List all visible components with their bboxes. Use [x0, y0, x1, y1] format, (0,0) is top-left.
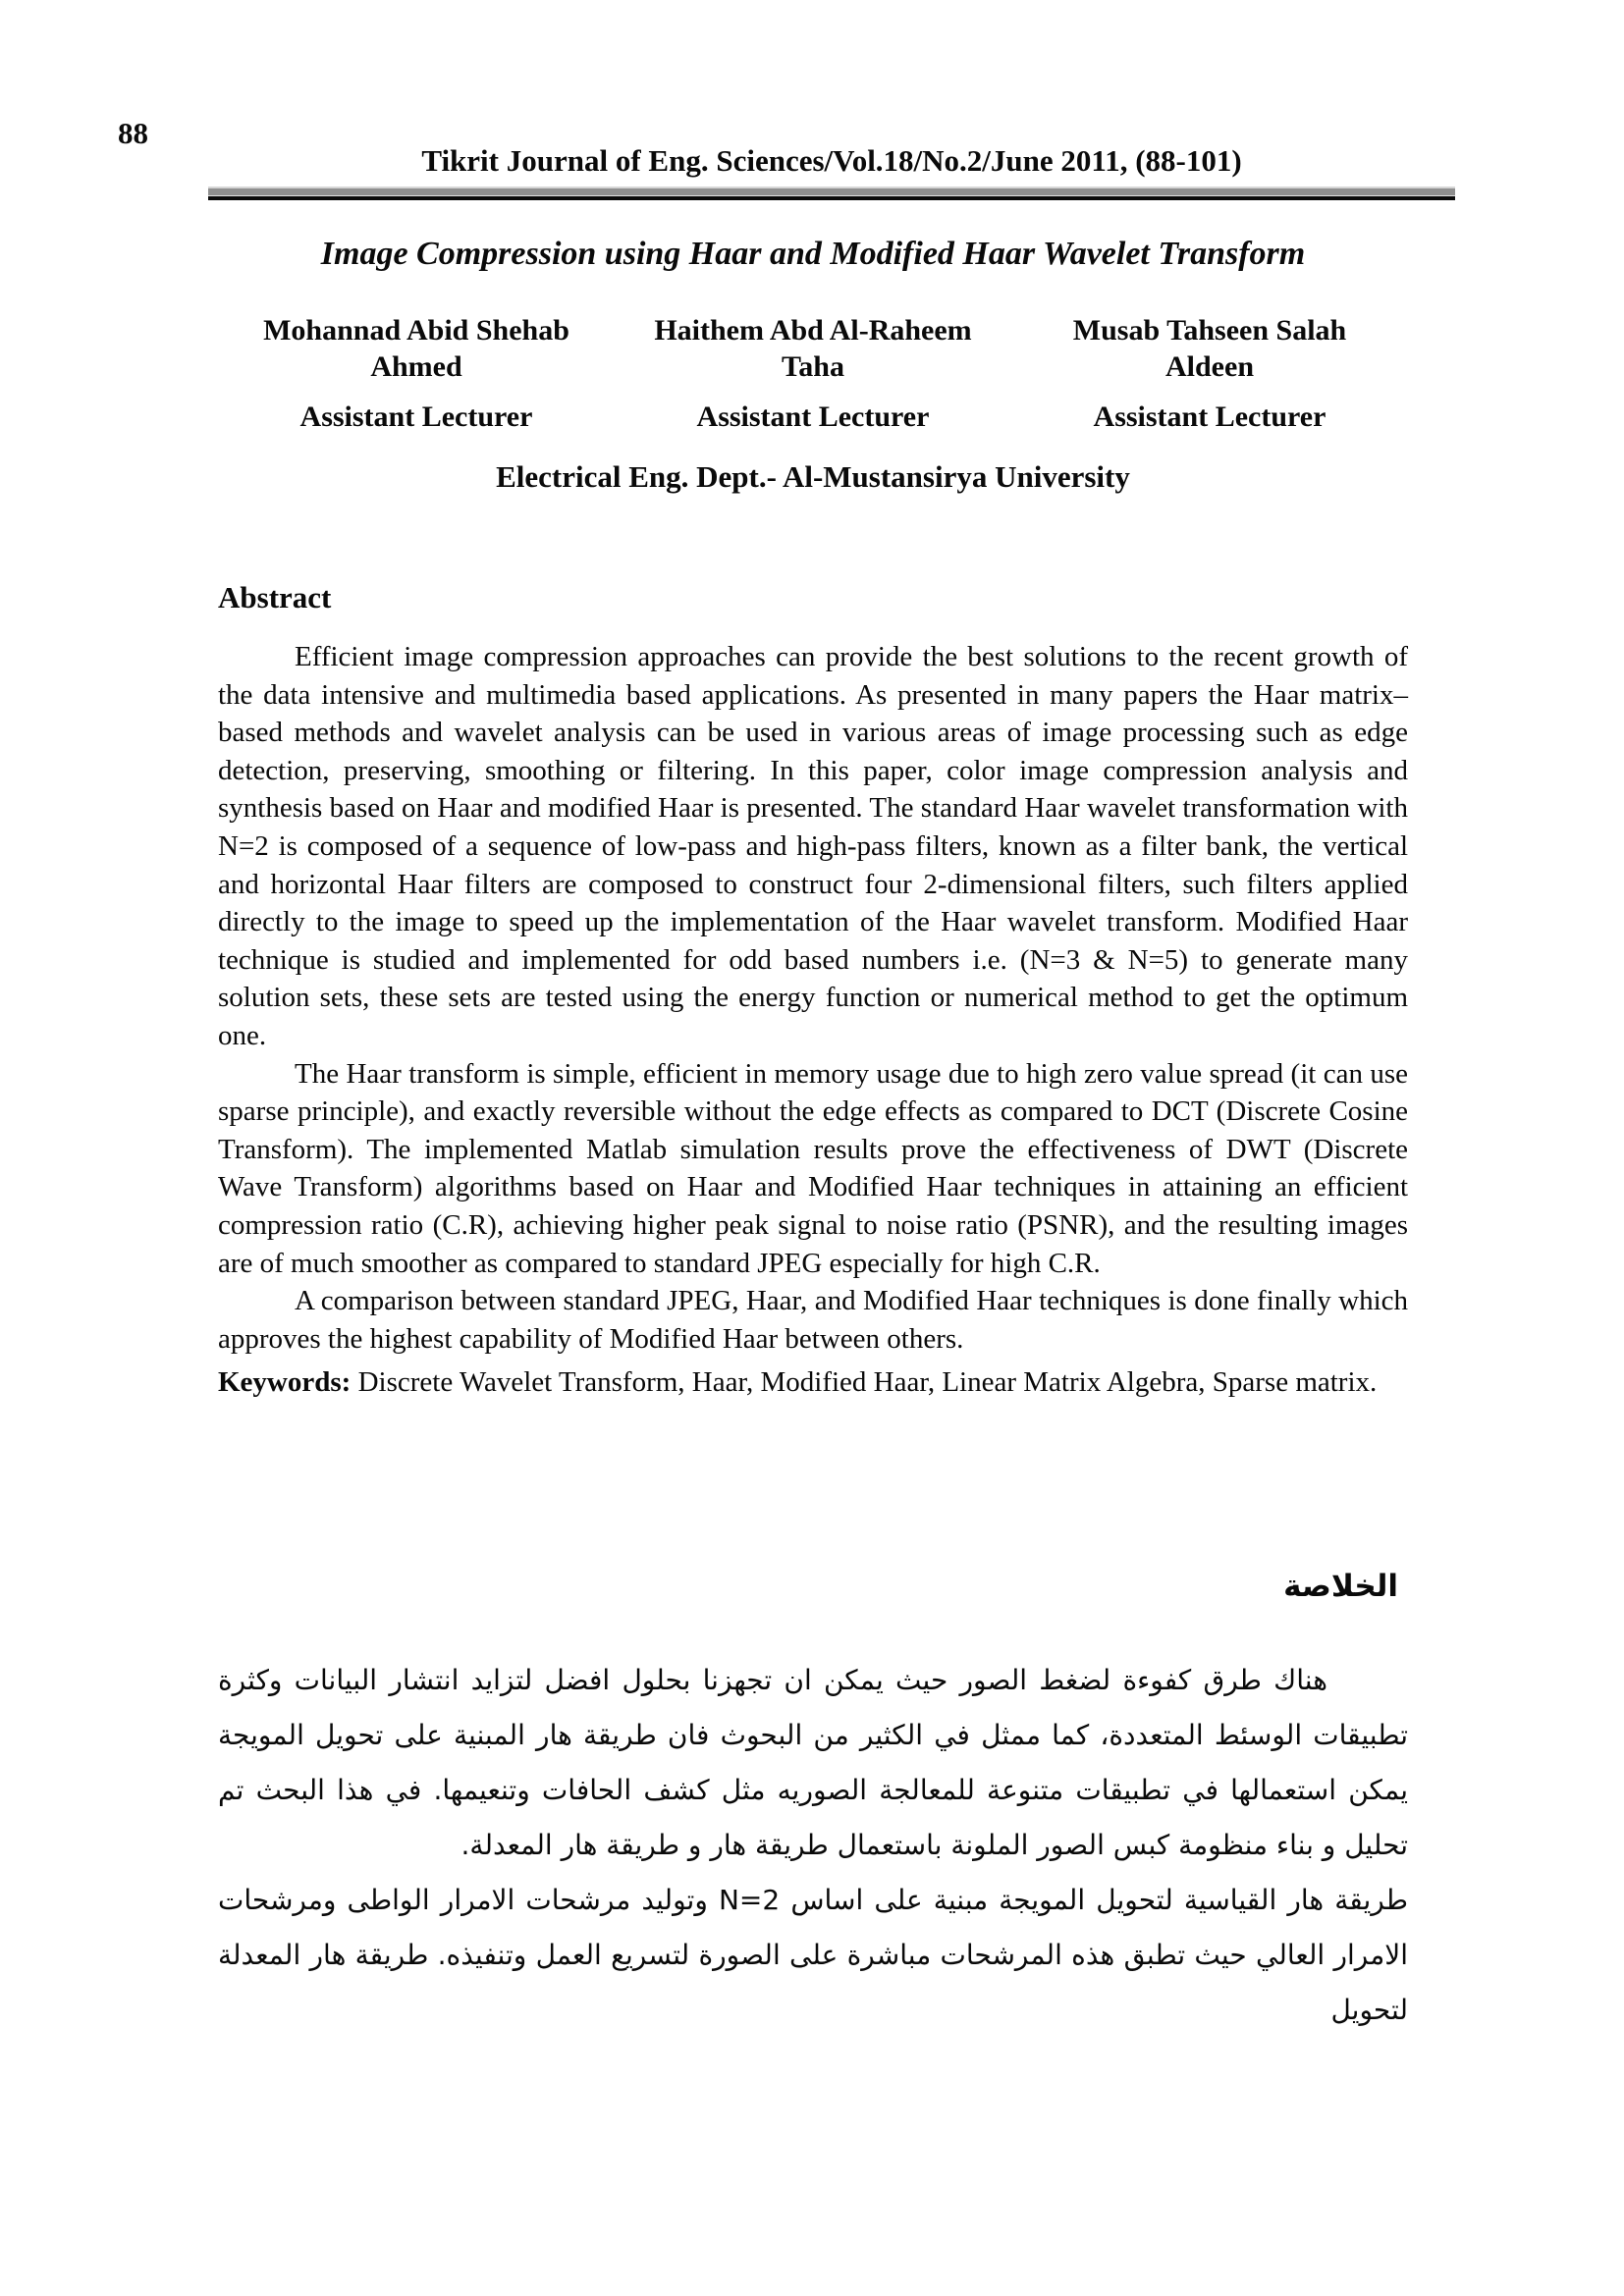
author-role: Assistant Lecturer	[299, 400, 533, 433]
header-rule-black-bar	[208, 196, 1455, 200]
arabic-abstract-body	[218, 1653, 1408, 2038]
keywords-line	[218, 1360, 1408, 1406]
keywords-text: Discrete Wavelet Transform, Haar, Modified Haar, Linear Matrix Algebra, Sparse matrix.	[351, 1366, 1378, 1399]
arabic-paragraph-2: طريقة هار القياسية لتحويل المويجة مبنية على اساس N=2 وتوليد مرشحات الامرار الواطى ومرشحات الامرار العالي حيث تطبق هذه المرشحات مباشرة على الصورة لتسريع العمل وتنفيذه. طريقة هار المعدلة لتحويل	[218, 1884, 1408, 2026]
abstract-paragraph-2: The Haar transform is simple, efficient in memory usage due to high zero value spread (it can use sparse principle), and exactly reversible without the edge effects as compared to DCT (Discrete Cosine Transform). The implemented Matlab simulation results prove the effectiveness of DWT (Discrete Wave Transform) algorithms based on Haar and Modified Haar techniques in attaining an efficient compression ratio (C.R), achieving higher peak signal to noise ratio (PSNR), and the resulting images are of much smoother as compared to standard JPEG especially for high C.R.	[218, 1057, 1408, 1279]
abstract-heading: Abstract	[218, 580, 332, 614]
arabic-paragraph-1: هناك طرق كفوءة لضغط الصور حيث يمكن ان تجهزنا بحلول افضل لتزايد انتشار البيانات وكثرة تطبيقات الوسئط المتعددة، كما ممثل في الكثير من البحوث فان طريقة هار المبنية على تحويل المويجة يمكن استعمالها في تطبيقات متنوعة للمعالجة الصوريه مثل كشف الحافات وتنعيمها. في هذا البحث تم تحليل و بناء منظومة كبس الصور الملونة باستعمال طريقة هار و طريقة هار المعدلة.	[218, 1664, 1408, 1861]
abstract-paragraph-1: Efficient image compression approaches can provide the best solutions to the recent growth of the data intensive and multimedia based applications. As presented in many papers the Haar matrix–based methods and wavelet analysis can be used in various areas of image processing such as edge detection, preserving, smoothing or filtering. In this paper, color image compression analysis and synthesis based on Haar and modified Haar is presented. The standard Haar wavelet transformation with N=2 is composed of a sequence of low-pass and high-pass filters, known as a filter bank, the vertical and horizontal Haar filters are composed to construct four 2-dimensional filters, such filters applied directly to the image to speed up the implementation of the Haar wavelet transform. Modified Haar technique is studied and implemented for odd based numbers i.e. (N=3 & N=5) to generate many solution sets, these sets are tested using the energy function or numerical method to get the optimum one.	[218, 641, 1408, 1051]
affiliation: Electrical Eng. Dept.- Al-Mustansirya University	[496, 459, 1130, 494]
keywords-label: Keywords:	[218, 1366, 352, 1399]
page-number: 88	[118, 116, 148, 150]
author-role: Assistant Lecturer	[1093, 400, 1326, 433]
header-rule	[208, 187, 1455, 200]
header-rule-gray-bar	[208, 188, 1455, 195]
abstract-paragraph-3: A comparison between standard JPEG, Haar, and Modified Haar techniques is done finally which approves the highest capability of Modified Haar between others.	[218, 1285, 1408, 1355]
author-column-2	[615, 312, 1011, 435]
author-role: Assistant Lecturer	[696, 400, 930, 433]
author-name-line: Musab Tahseen Salah	[1072, 314, 1347, 347]
author-name-line: Aldeen	[1165, 350, 1254, 383]
paper-title: Image Compression using Haar and Modified Haar Wavelet Transform	[320, 236, 1306, 272]
author-name-line: Ahmed	[370, 350, 462, 383]
author-block	[218, 312, 1408, 435]
author-name-line: Taha	[782, 350, 844, 383]
author-column-1	[218, 312, 615, 435]
journal-header: Tikrit Journal of Eng. Sciences/Vol.18/No.2/June 2011, (88-101)	[421, 143, 1242, 178]
author-name-line: Haithem Abd Al-Raheem	[654, 314, 972, 347]
abstract-body	[218, 638, 1408, 1406]
author-column-3	[1011, 312, 1408, 435]
arabic-abstract-heading: الخلاصة	[1283, 1569, 1398, 1604]
author-name-line: Mohannad Abid Shehab	[263, 314, 569, 347]
